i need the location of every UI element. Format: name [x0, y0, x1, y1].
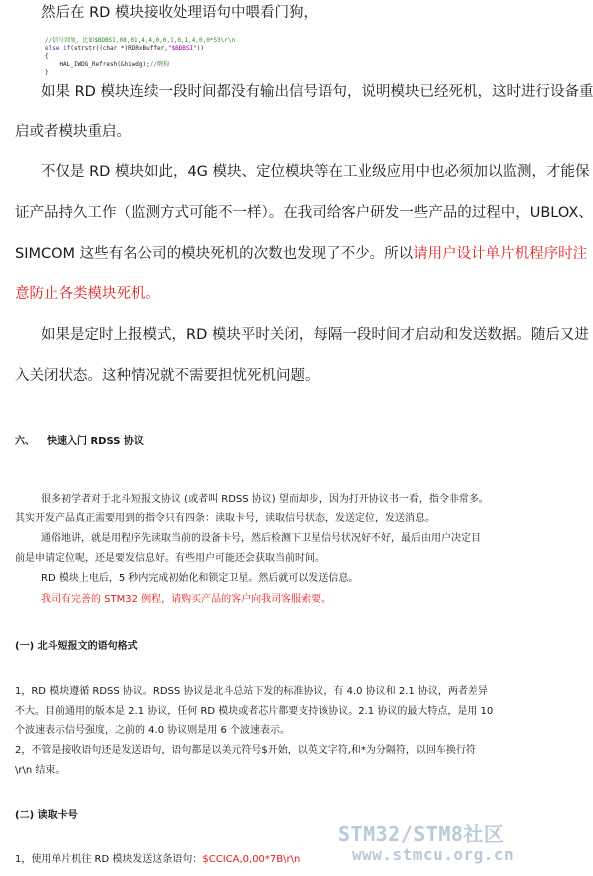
subheading-format: (一) 北斗短报文的语句格式	[15, 641, 138, 652]
block2-line1: 1，RD 模块遵循 RDSS 协议。RDSS 协议是北斗总站下发的标准协议，有 4.0 协议和 2.1 协议，两者差异	[15, 686, 488, 697]
para2-line3-text: SIMCOM 这些有名公司的模块死机的次数也发现了不少。所以	[15, 246, 414, 262]
block1-line2: 其实开发产品真正需要用到的指令只有四条：读取卡号，读取信号状态，发送定位，发送消息。	[15, 513, 435, 524]
section-heading	[15, 435, 144, 449]
last-line-text: 1，使用单片机往 RD 模块发送这条语句：	[15, 854, 203, 865]
watermark-url: www.stmcu.org.cn	[352, 845, 515, 864]
code-keyword: else if	[45, 45, 71, 52]
block2-line4: 2，不管是接收语句还是发送语句，语句都是以美元符号$开始，以英文字符,和*为分隔符，以回车换行符	[15, 745, 476, 756]
code-brace-open: {	[45, 53, 49, 60]
para1-line2: 启或者模块重启。	[15, 124, 131, 140]
code-paren: ))	[196, 45, 204, 52]
block1-line3: 通俗地讲，就是用程序先读取当前的设备卡号，然后检测下卫星信号状况好不好，最后由用户决定目	[41, 533, 481, 544]
para2-line3	[15, 244, 587, 264]
code-comment-feed: //喂狗	[149, 61, 169, 68]
block2-line3: 个波速表示信号强度，之前的 4.0 协议则是用 6 个波速表示。	[15, 725, 290, 736]
para2-line2: 证产品持久工作（监测方式可能不一样）。在我司给客户研发一些产品的过程中，UBLOX、	[15, 205, 593, 221]
code-brace-close: }	[45, 69, 49, 76]
block1-line5: RD 模块上电后，5 秒内完成初始化和锁定卫星。然后就可以发送信息。	[41, 573, 359, 584]
code-comment: //信号回复，比如	[45, 37, 95, 44]
para1-line1: 如果 RD 模块连续一段时间都没有输出信号语句，说明模块已经死机，这时进行设备重	[41, 84, 593, 100]
section-title: 快速入门 RDSS 协议	[47, 436, 144, 447]
code-call: HAL_IWDG_Refresh(&hiwdg);	[45, 61, 150, 68]
last-line	[15, 853, 300, 867]
block2-line2: 不大。目前通用的版本是 2.1 协议，任何 RD 模块或者芯片都要支持该协议。2.1 协议的最大特点，是用 10	[15, 706, 494, 717]
code-string: "$BDBSI"	[167, 45, 197, 52]
block1-line1: 很多初学者对于北斗短报文协议 (或者叫 RDSS 协议) 望而却步，因为打开协议书一看，指令非常多。	[41, 494, 489, 505]
para2-line1: 不仅是 RD 模块如此，4G 模块、定位模块等在工业级应用中也必须加以监测，才能保	[41, 164, 590, 180]
para2-line4: 意防止各类模块死机。	[15, 286, 160, 302]
section-number: 六、	[15, 436, 35, 447]
code-comment-value: $BDBSI,08,01,4,4,0,0,1,0,1,4,0,0*53\r\n	[94, 37, 236, 44]
command-string: $CCICA,0,00*7B\r\n	[202, 854, 301, 865]
code-condition: (strstr((char *)RDRxBuffer,	[70, 45, 168, 52]
para3-line2: 入关闭状态。这种情况就不需要担忧死机问题。	[15, 368, 320, 384]
block1-line4: 前是申请定位呢，还是要发信息好。有些用户可能还会获取当前时间。	[15, 553, 325, 564]
code-snippet	[45, 37, 235, 77]
watermark-title: STM32/STM8社区	[338, 822, 505, 846]
subheading-read-card: (二) 读取卡号	[15, 810, 78, 821]
para2-highlight: 请用户设计单片机程序时注	[413, 246, 588, 262]
block1-line6: 我司有完善的 STM32 例程，请购买产品的客户向我司客服索要。	[41, 594, 332, 605]
block2-line5: \r\n 结束。	[15, 765, 66, 776]
intro-line: 然后在 RD 模块接收处理语句中喂看门狗，	[41, 5, 318, 21]
para3-line1: 如果是定时上报模式，RD 模块平时关闭，每隔一段时间才启动和发送数据。随后又进	[41, 327, 589, 343]
